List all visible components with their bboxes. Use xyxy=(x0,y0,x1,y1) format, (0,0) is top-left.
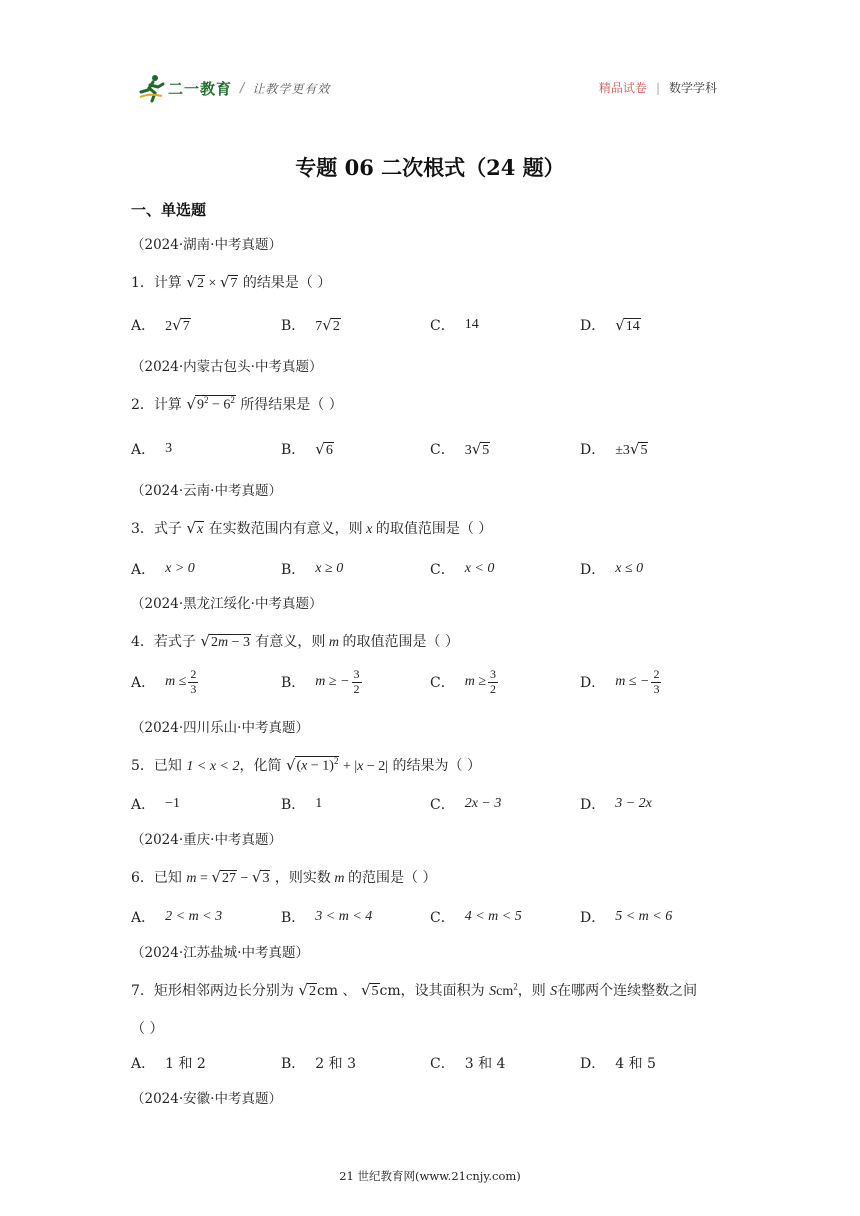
logo-divider: / xyxy=(240,80,245,96)
option-d[interactable]: D． √14 xyxy=(580,315,640,334)
question-5: 5．已知 1 < x < 2，化简 $√(x - 1)^2 + |x - 2|$ 的结果为（ ） xyxy=(131,756,481,774)
header-subject: 数学学科 xyxy=(668,81,717,95)
option-b[interactable]: B． 7√2 xyxy=(281,315,340,334)
option-b[interactable]: B． m ≥ − $\frac{3}{2}$ xyxy=(281,667,360,696)
option-a[interactable]: A． m ≤ $\frac{2}{3}$ xyxy=(131,667,197,696)
question-6: 6．已知 m = √27 − √3 ，则实数 m 的范围是（ ） xyxy=(131,868,437,886)
option-a[interactable]: A． 1 和 2 xyxy=(131,1056,206,1072)
option-d[interactable]: D． 3 − 2x xyxy=(580,796,652,813)
question-source: （2024·安徽·中考真题） xyxy=(131,1091,282,1107)
option-d[interactable]: D． ±3√5 xyxy=(580,439,648,458)
option-c[interactable]: C． m ≥ $\frac{3}{2}$ xyxy=(430,667,497,696)
question-7: 7．矩形相邻两边长分别为 √2cm 、 √5cm，设其面积为 Scm$^2$，则 S在哪两个连续整数之间 xyxy=(131,981,698,999)
page-footer: 21 世纪教育网(www.21cnjy.com) xyxy=(339,1169,521,1183)
option-b[interactable]: B． √6 xyxy=(281,439,333,458)
page-title: 专题 06 二次根式（24 题） xyxy=(295,155,565,180)
question-4-options xyxy=(131,668,691,710)
page-header xyxy=(0,0,860,110)
question-source: （2024·湖南·中考真题） xyxy=(131,237,282,253)
runner-logo-icon xyxy=(138,73,166,103)
question-source: （2024·云南·中考真题） xyxy=(131,483,282,499)
question-7-options xyxy=(131,1053,691,1083)
option-d[interactable]: D． 4 和 5 xyxy=(580,1056,656,1072)
question-source: （2024·重庆·中考真题） xyxy=(131,832,282,848)
option-c[interactable]: C． 2x − 3 xyxy=(430,796,502,813)
option-a[interactable]: A． 2 < m < 3 xyxy=(131,909,223,926)
option-a[interactable]: A． x > 0 xyxy=(131,561,195,578)
question-source: （2024·黑龙江绥化·中考真题） xyxy=(131,596,323,612)
question-source: （2024·四川乐山·中考真题） xyxy=(131,720,309,736)
option-d[interactable]: D． m ≤ − $\frac{2}{3}$ xyxy=(580,667,660,696)
question-7-blank: （ ） xyxy=(131,1021,164,1037)
question-1: 1．计算 √2 × √7 的结果是（ ） xyxy=(131,273,332,291)
question-5-options xyxy=(131,794,691,824)
question-6-options xyxy=(131,907,691,937)
header-tag: 精品试卷 xyxy=(598,81,647,95)
option-c[interactable]: C． 3√5 xyxy=(430,439,490,458)
option-b[interactable]: B． 2 和 3 xyxy=(281,1056,357,1072)
question-4: 4．若式子 √2m − 3 有意义，则 m 的取值范围是（ ） xyxy=(131,632,459,650)
section-heading: 一、单选题 xyxy=(131,201,207,219)
brand-name: 二一教育 xyxy=(168,79,233,98)
header-right xyxy=(599,79,717,96)
option-c[interactable]: C． 14 xyxy=(430,317,479,334)
option-d[interactable]: D． 5 < m < 6 xyxy=(580,909,673,926)
option-a[interactable]: A． 3 xyxy=(131,441,173,458)
question-3-options xyxy=(131,559,691,589)
question-2-options xyxy=(131,439,691,469)
option-d[interactable]: D． x ≤ 0 xyxy=(580,561,644,578)
option-c[interactable]: C． 4 < m < 5 xyxy=(430,909,522,926)
option-a[interactable]: A． −1 xyxy=(131,796,181,813)
option-b[interactable]: B． x ≥ 0 xyxy=(281,561,344,578)
logo xyxy=(138,72,330,104)
brand-slogan: 让教学更有效 xyxy=(252,81,331,96)
question-source: （2024·内蒙古包头·中考真题） xyxy=(131,359,323,375)
option-c[interactable]: C． 3 和 4 xyxy=(430,1056,506,1072)
option-b[interactable]: B． 3 < m < 4 xyxy=(281,909,373,926)
option-b[interactable]: B． 1 xyxy=(281,796,323,813)
option-c[interactable]: C． x < 0 xyxy=(430,561,495,578)
question-source: （2024·江苏盐城·中考真题） xyxy=(131,945,309,961)
question-2: 2．计算 $√9^2 - 6^2$ 所得结果是（ ） xyxy=(131,395,343,413)
question-3: 3．式子 √x 在实数范围内有意义，则 x 的取值范围是（ ） xyxy=(131,519,493,537)
question-1-options xyxy=(131,315,691,345)
option-a[interactable]: A． 2√7 xyxy=(131,315,190,334)
header-separator: | xyxy=(655,80,660,95)
